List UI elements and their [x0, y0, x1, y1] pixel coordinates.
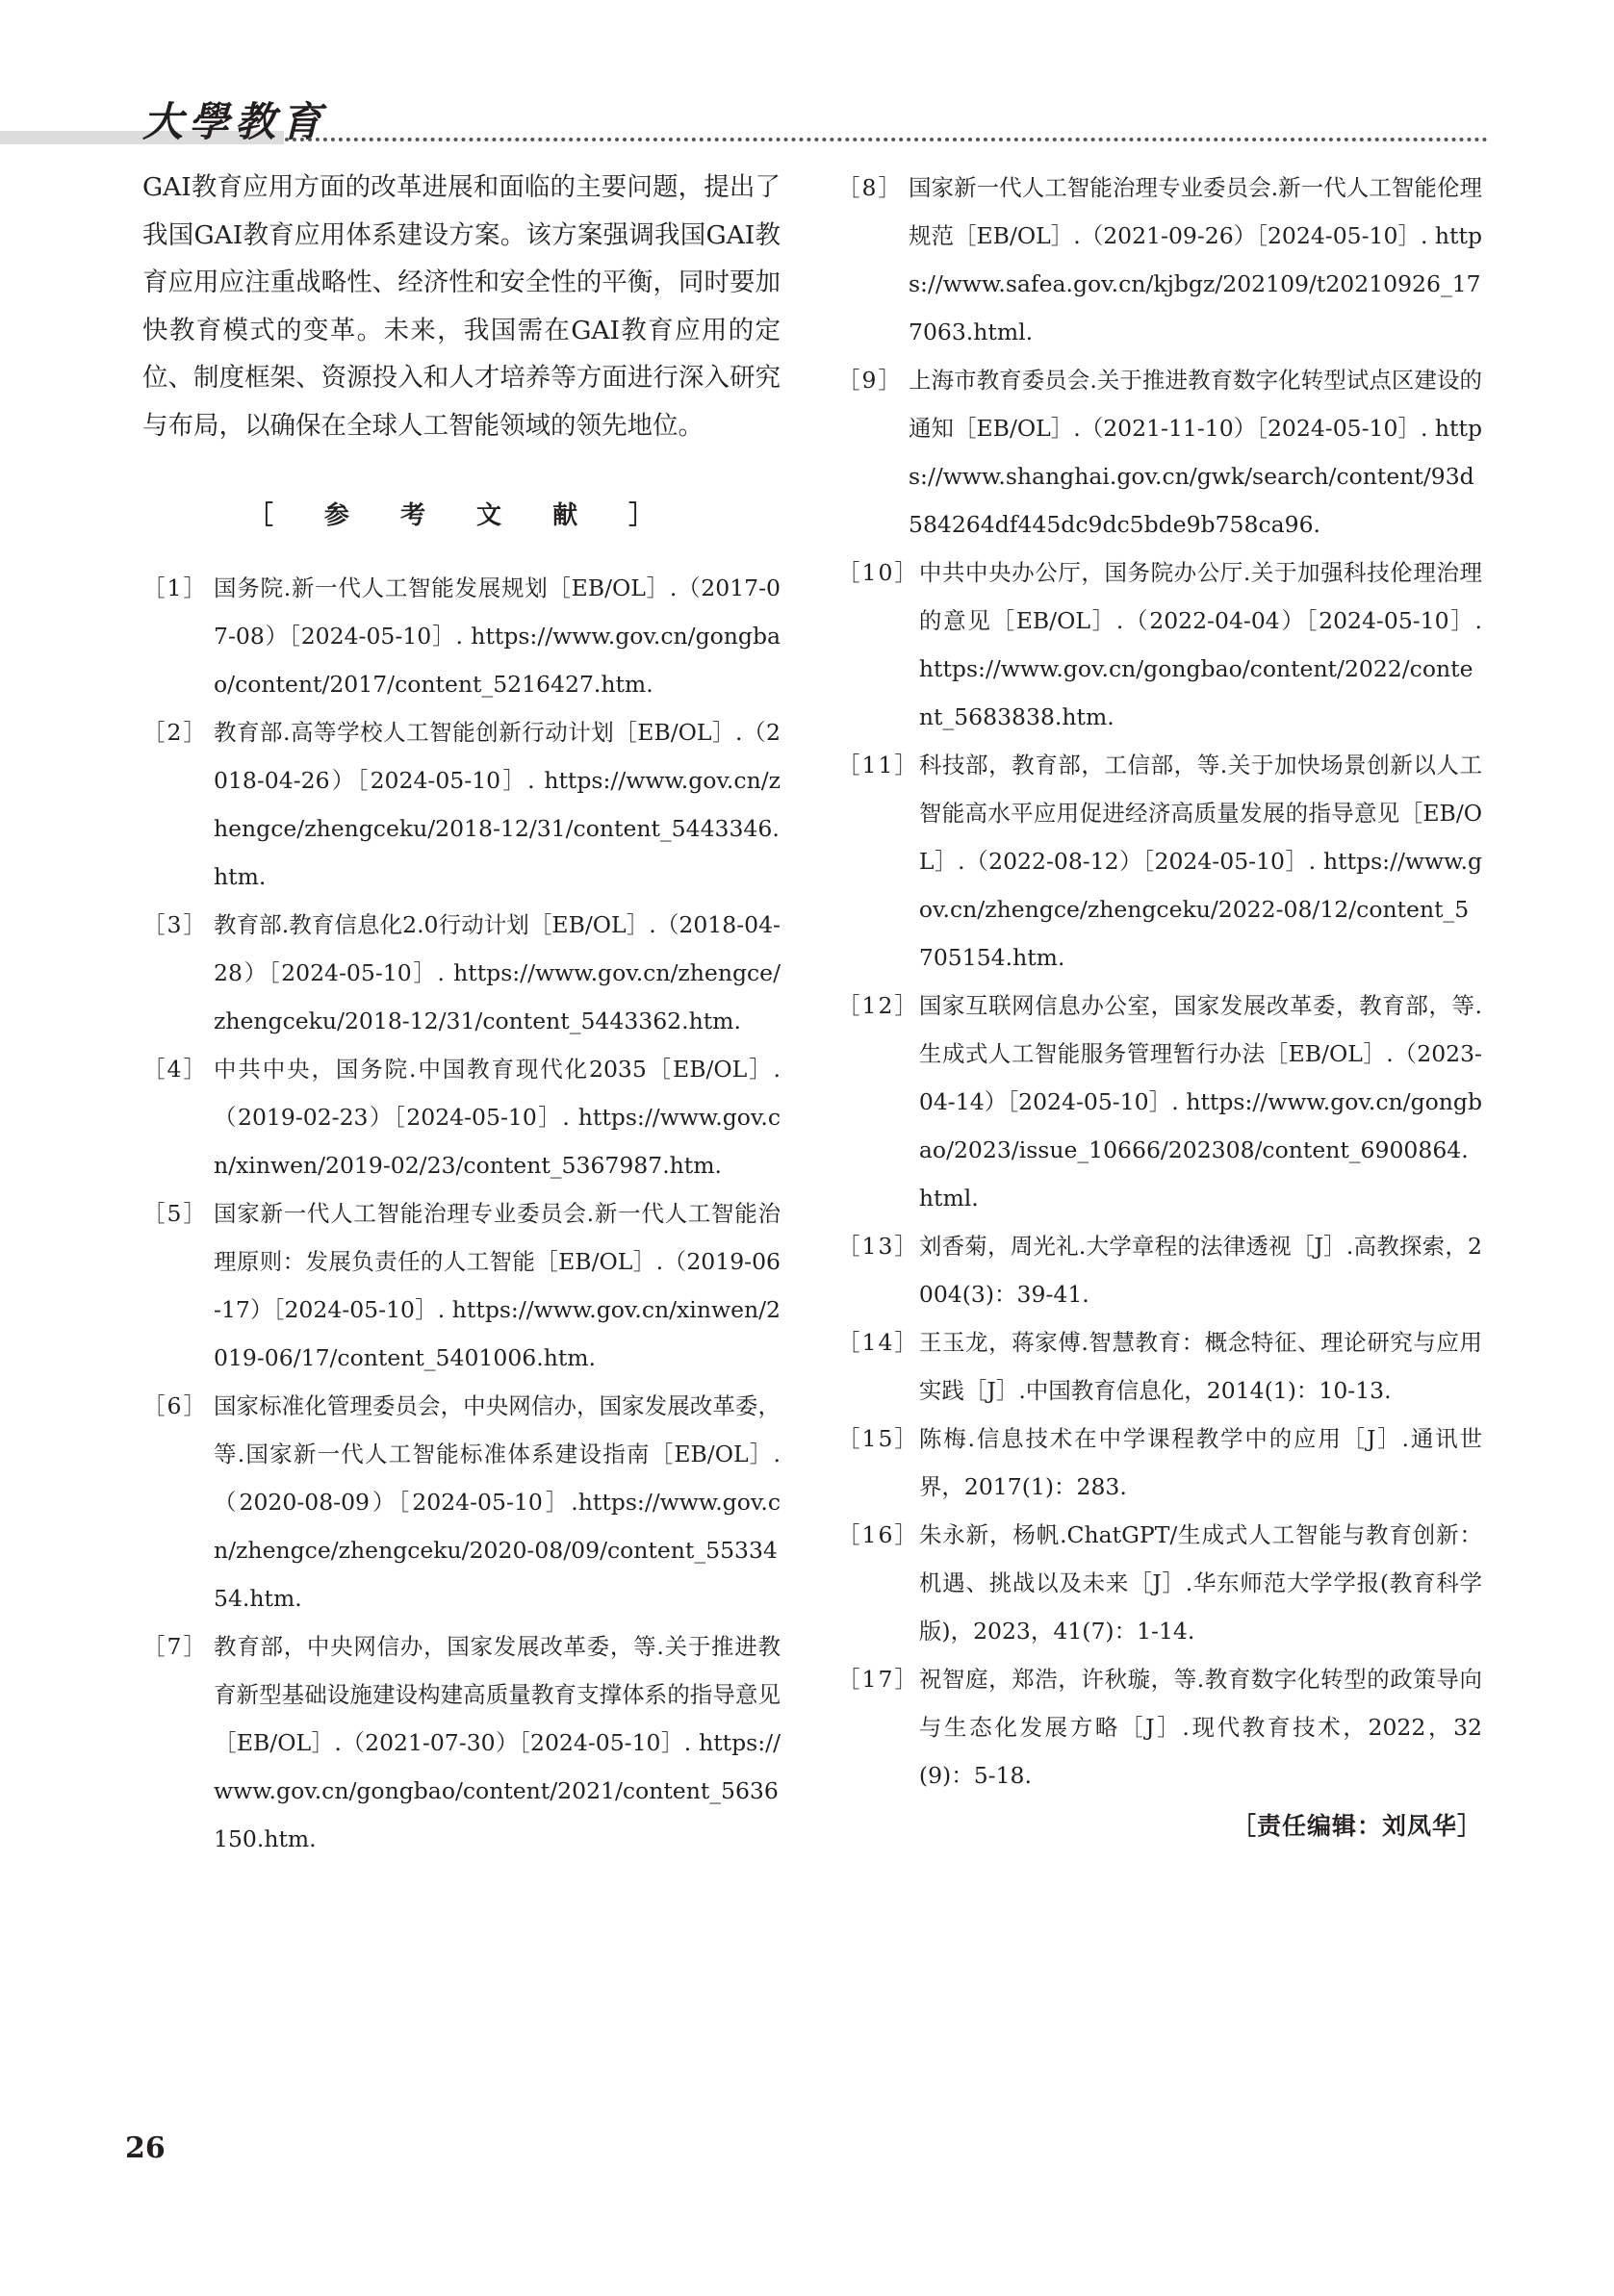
- reference-item: [837, 356, 1482, 548]
- reference-number: ［16］: [837, 1521, 919, 1548]
- reference-item: [837, 1415, 1482, 1511]
- reference-text: 中共中央办公厅，国务院办公厅.关于加强科技伦理治理的意见［EB/OL］.（2022-04-04）［2024-05-10］. https://www.gov.cn/gongbao/content/2022/content_5683838.htm.: [918, 559, 1482, 730]
- reference-item: [142, 1189, 781, 1382]
- reference-text: 国务院.新一代人工智能发展规划［EB/OL］.（2017-07-08）［2024-05-10］. https://www.gov.cn/gongbao/content/2017/content_5216427.htm.: [214, 574, 781, 698]
- reference-number: ［8］: [837, 174, 903, 201]
- body-paragraph: GAI教育应用方面的改革进展和面临的主要问题，提出了我国GAI教育应用体系建设方案。该方案强调我国GAI教育应用应注重战略性、经济性和安全性的平衡，同时要加快教育模式的变革。未来，我国需在GAI教育应用的定位、制度框架、资源投入和人才培养等方面进行深入研究与布局，以确保在全球人工智能领域的领先地位。: [142, 172, 781, 441]
- reference-text: 陈梅.信息技术在中学课程教学中的应用［J］.通讯世界，2017(1)：283.: [918, 1425, 1482, 1500]
- reference-text: 刘香菊，周光礼.大学章程的法律透视［J］.高教探索，2004(3)：39-41.: [918, 1233, 1482, 1308]
- references-list-right: [837, 164, 1482, 1799]
- reference-item: [837, 1655, 1482, 1799]
- reference-text: 科技部，教育部，工信部，等.关于加快场景创新以人工智能高水平应用促进经济高质量发展的指导意见［EB/OL］.（2022-08-12）［2024-05-10］. https://www.gov.cn/zhengce/zhengceku/2022-08/12/content_5705154.htm.: [918, 752, 1482, 971]
- reference-number: ［9］: [837, 367, 903, 394]
- reference-item: [142, 1045, 781, 1189]
- reference-item: [837, 1511, 1482, 1655]
- reference-number: ［5］: [142, 1200, 208, 1227]
- reference-item: [142, 1382, 781, 1622]
- reference-text: 国家互联网信息办公室，国家发展改革委，教育部，等.生成式人工智能服务管理暂行办法［EB/OL］.（2023-04-14）［2024-05-10］. https://www.gov.cn/gongbao/2023/issue_10666/202308/content_6900864.html.: [918, 992, 1482, 1212]
- reference-text: 国家新一代人工智能治理专业委员会.新一代人工智能治理原则：发展负责任的人工智能［EB/OL］.（2019-06-17）［2024-05-10］. https://www.gov.cn/xinwen/2019-06/17/content_5401006.htm.: [214, 1200, 781, 1371]
- reference-item: [837, 164, 1482, 356]
- reference-number: ［12］: [837, 992, 919, 1019]
- header-dotted-rule: [285, 138, 1488, 141]
- reference-number: ［7］: [142, 1633, 208, 1660]
- reference-number: ［1］: [142, 574, 208, 601]
- right-column: [837, 164, 1482, 1842]
- reference-text: 上海市教育委员会.关于推进教育数字化转型试点区建设的通知［EB/OL］.（2021-11-10）［2024-05-10］. https://www.shanghai.gov.cn/gwk/search/content/93d584264df445dc9dc5bde9b758ca96.: [909, 367, 1482, 538]
- left-column: [142, 164, 781, 1863]
- reference-number: ［4］: [142, 1056, 208, 1083]
- reference-number: ［11］: [837, 752, 919, 778]
- reference-number: ［15］: [837, 1425, 919, 1452]
- reference-item: [837, 1318, 1482, 1415]
- journal-title: 大學教育: [142, 98, 328, 145]
- reference-text: 国家新一代人工智能治理专业委员会.新一代人工智能伦理规范［EB/OL］.（2021-09-26）［2024-05-10］. https://www.safea.gov.cn/kjbgz/202109/t20210926_177063.html.: [909, 174, 1482, 345]
- reference-item: [142, 564, 781, 708]
- reference-number: ［2］: [142, 719, 208, 746]
- reference-text: 朱永新，杨帆.ChatGPT/生成式人工智能与教育创新：机遇、挑战以及未来［J］.华东师范大学学报(教育科学版)，2023，41(7)：1-14.: [918, 1521, 1482, 1645]
- reference-number: ［13］: [837, 1233, 919, 1260]
- reference-text: 中共中央，国务院.中国教育现代化2035［EB/OL］.（2019-02-23）［2024-05-10］. https://www.gov.cn/xinwen/2019-02/23/content_5367987.htm.: [214, 1056, 781, 1179]
- reference-text: 教育部，中央网信办，国家发展改革委，等.关于推进教育新型基础设施建设构建高质量教育支撑体系的指导意见［EB/OL］.（2021-07-30）［2024-05-10］. https://www.gov.cn/gongbao/content/2021/content_5636150.htm.: [214, 1633, 781, 1852]
- reference-item: [837, 982, 1482, 1222]
- reference-text: 国家标准化管理委员会，中央网信办，国家发展改革委，等.国家新一代人工智能标准体系建设指南［EB/OL］.（2020-08-09）［2024-05-10］.https://www.gov.cn/zhengce/zhengceku/2020-08/09/content_5533454.htm.: [214, 1392, 781, 1612]
- page-number: 26: [125, 2131, 166, 2165]
- reference-item: [837, 741, 1482, 982]
- reference-number: ［17］: [837, 1666, 919, 1693]
- reference-text: 王玉龙，蒋家傅.智慧教育：概念特征、理论研究与应用实践［J］.中国教育信息化，2014(1)：10-13.: [918, 1329, 1482, 1404]
- reference-text: 祝智庭，郑浩，许秋璇，等.教育数字化转型的政策导向与生态化发展方略［J］.现代教育技术，2022，32(9)：5-18.: [918, 1666, 1482, 1789]
- reference-item: [142, 1622, 781, 1863]
- reference-item: [837, 548, 1482, 741]
- references-list-left: [142, 564, 781, 1863]
- reference-number: ［3］: [142, 911, 208, 938]
- reference-item: [837, 1222, 1482, 1318]
- reference-text: 教育部.高等学校人工智能创新行动计划［EB/OL］.（2018-04-26）［2024-05-10］. https://www.gov.cn/zhengce/zhengceku/2018-12/31/content_5443346.htm.: [214, 719, 781, 890]
- reference-number: ［14］: [837, 1329, 919, 1356]
- reference-text: 教育部.教育信息化2.0行动计划［EB/OL］.（2018-04-28）［2024-05-10］. https://www.gov.cn/zhengce/zhengceku/2018-12/31/content_5443362.htm.: [214, 911, 781, 1034]
- reference-item: [142, 708, 781, 901]
- references-heading: ［ 参 考 文 献 ］: [247, 501, 676, 530]
- reference-item: [142, 901, 781, 1045]
- reference-number: ［10］: [837, 559, 919, 586]
- responsible-editor: ［责任编辑：刘凤华］: [1231, 1812, 1482, 1840]
- reference-number: ［6］: [142, 1392, 208, 1419]
